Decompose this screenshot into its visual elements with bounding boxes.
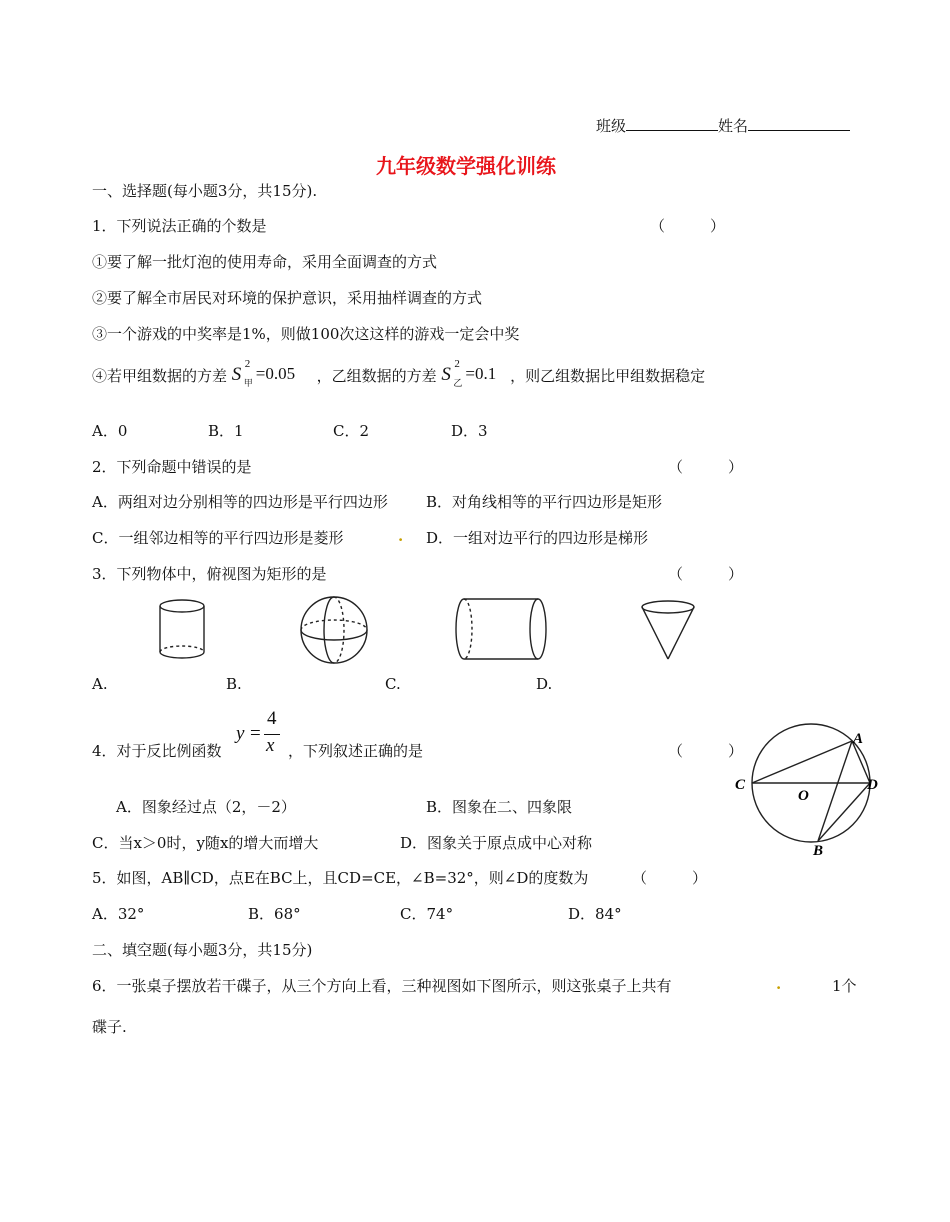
circle-geometry-figure <box>730 720 890 870</box>
class-name-line <box>596 114 850 136</box>
q4-option-c[interactable]: C．当x＞0时，y随x的增大而增大 <box>92 834 319 852</box>
q5-option-a[interactable]: A．32° <box>92 905 145 923</box>
point-o-label: O <box>798 788 809 804</box>
point-c-label: C <box>735 777 746 793</box>
point-d-label: D <box>867 777 878 793</box>
class-label: 班级 <box>596 117 627 135</box>
q2-answer-paren[interactable]: （ ） <box>668 458 744 476</box>
q6-mark-dot: . <box>776 975 782 993</box>
q2-option-a[interactable]: A．两组对边分别相等的四边形是平行四边形 <box>92 493 388 511</box>
variance-sub: 甲 <box>243 379 253 389</box>
q4-stem-b: ，下列叙述正确的是 <box>288 742 424 760</box>
q5-option-d[interactable]: D．84° <box>568 905 622 923</box>
q3-option-c[interactable]: C. <box>385 675 401 693</box>
point-a-label: A <box>853 731 864 747</box>
q5-option-b[interactable]: B．68° <box>248 905 301 923</box>
q3-stem: 3．下列物体中，俯视图为矩形的是 <box>92 565 327 583</box>
q5-answer-paren[interactable]: （ ） <box>632 869 708 887</box>
cylinder-upright-figure <box>150 595 216 665</box>
q1-option-b[interactable]: B．1 <box>208 422 244 440</box>
q2-option-b[interactable]: B．对角线相等的平行四边形是矩形 <box>426 493 663 511</box>
formula-equals: = <box>250 723 261 744</box>
class-blank[interactable] <box>626 114 718 131</box>
q3-option-b[interactable]: B. <box>226 675 242 693</box>
q1-option-c[interactable]: C．2 <box>333 422 370 440</box>
q1-s4-text-c: ，则乙组数据比甲组数据稳定 <box>510 366 706 385</box>
q5-option-c[interactable]: C．74° <box>400 905 454 923</box>
q1-option-d[interactable]: D．3 <box>451 422 488 440</box>
q6-stem: 6．一张桌子摆放若干碟子，从三个方向上看，三种视图如下图所示，则这张桌子上共有 <box>92 977 672 995</box>
q1-option-a[interactable]: A．0 <box>92 422 128 440</box>
variance-value: =0.1 <box>465 364 497 383</box>
q4-option-b[interactable]: B．图象在二、四象限 <box>426 798 573 816</box>
q1-s4-text-a: ④若甲组数据的方差 <box>92 366 228 385</box>
variance-symbol: S <box>441 364 451 385</box>
q3-option-a[interactable]: A. <box>92 675 108 693</box>
variance-value: =0.05 <box>255 364 296 383</box>
q4-option-d[interactable]: D．图象关于原点成中心对称 <box>400 834 593 852</box>
formula-numerator: 4 <box>267 708 277 729</box>
section2-heading: 二、填空题(每小题3分，共15分) <box>92 941 313 959</box>
variance-sup: 2 <box>244 358 251 370</box>
q1-s4-text-b: ，乙组数据的方差 <box>316 366 437 385</box>
section1-heading: 一、选择题(每小题3分，共15分). <box>92 182 318 200</box>
q2-mark-dot: . <box>398 527 404 545</box>
q2-option-d[interactable]: D．一组对边平行的四边形是梯形 <box>426 529 649 547</box>
q2-stem: 2．下列命题中错误的是 <box>92 458 252 476</box>
q4-option-a[interactable]: A．图象经过点（2，－2） <box>116 798 296 816</box>
q1-statement-1: ①要了解一批灯泡的使用寿命，采用全面调查的方式 <box>92 253 438 271</box>
q1-answer-paren[interactable]: （ ） <box>650 217 726 235</box>
inverse-function-formula <box>236 708 286 764</box>
variance-sub: 乙 <box>453 379 463 389</box>
q3-answer-paren[interactable]: （ ） <box>668 565 744 583</box>
q2-option-c[interactable]: C．一组邻边相等的平行四边形是菱形 <box>92 529 344 547</box>
q6-continuation: 碟子. <box>92 1018 127 1036</box>
variance-jia-formula <box>231 358 312 389</box>
q4-stem-a: 4．对于反比例函数 <box>92 742 222 760</box>
q4-answer-paren[interactable]: （ ） <box>668 742 744 760</box>
q1-statement-2: ②要了解全市居民对环境的保护意识，采用抽样调查的方式 <box>92 289 483 307</box>
variance-yi-formula <box>441 358 505 389</box>
page-title: 九年级数学强化训练 <box>376 154 556 178</box>
q5-stem: 5．如图，AB∥CD，点E在BC上，且CD=CE，∠B=32°，则∠D的度数为 <box>92 869 589 887</box>
q1-stem: 1．下列说法正确的个数是 <box>92 217 267 235</box>
sphere-figure <box>294 594 374 666</box>
formula-denominator: x <box>266 735 275 756</box>
q1-statement-3: ③一个游戏的中奖率是1%，则做100次这这样的游戏一定会中奖 <box>92 325 520 343</box>
q1-statement-4 <box>92 358 706 389</box>
point-b-label: B <box>813 843 824 859</box>
name-blank[interactable] <box>748 114 850 131</box>
formula-y: y <box>236 723 245 744</box>
name-label: 姓名 <box>718 117 749 135</box>
cone-figure <box>636 598 700 664</box>
q3-option-d[interactable]: D. <box>536 675 553 693</box>
q6-tail: 1个 <box>832 977 857 995</box>
cylinder-lying-figure <box>452 594 552 664</box>
variance-symbol: S <box>231 364 242 385</box>
variance-sup: 2 <box>454 358 460 370</box>
